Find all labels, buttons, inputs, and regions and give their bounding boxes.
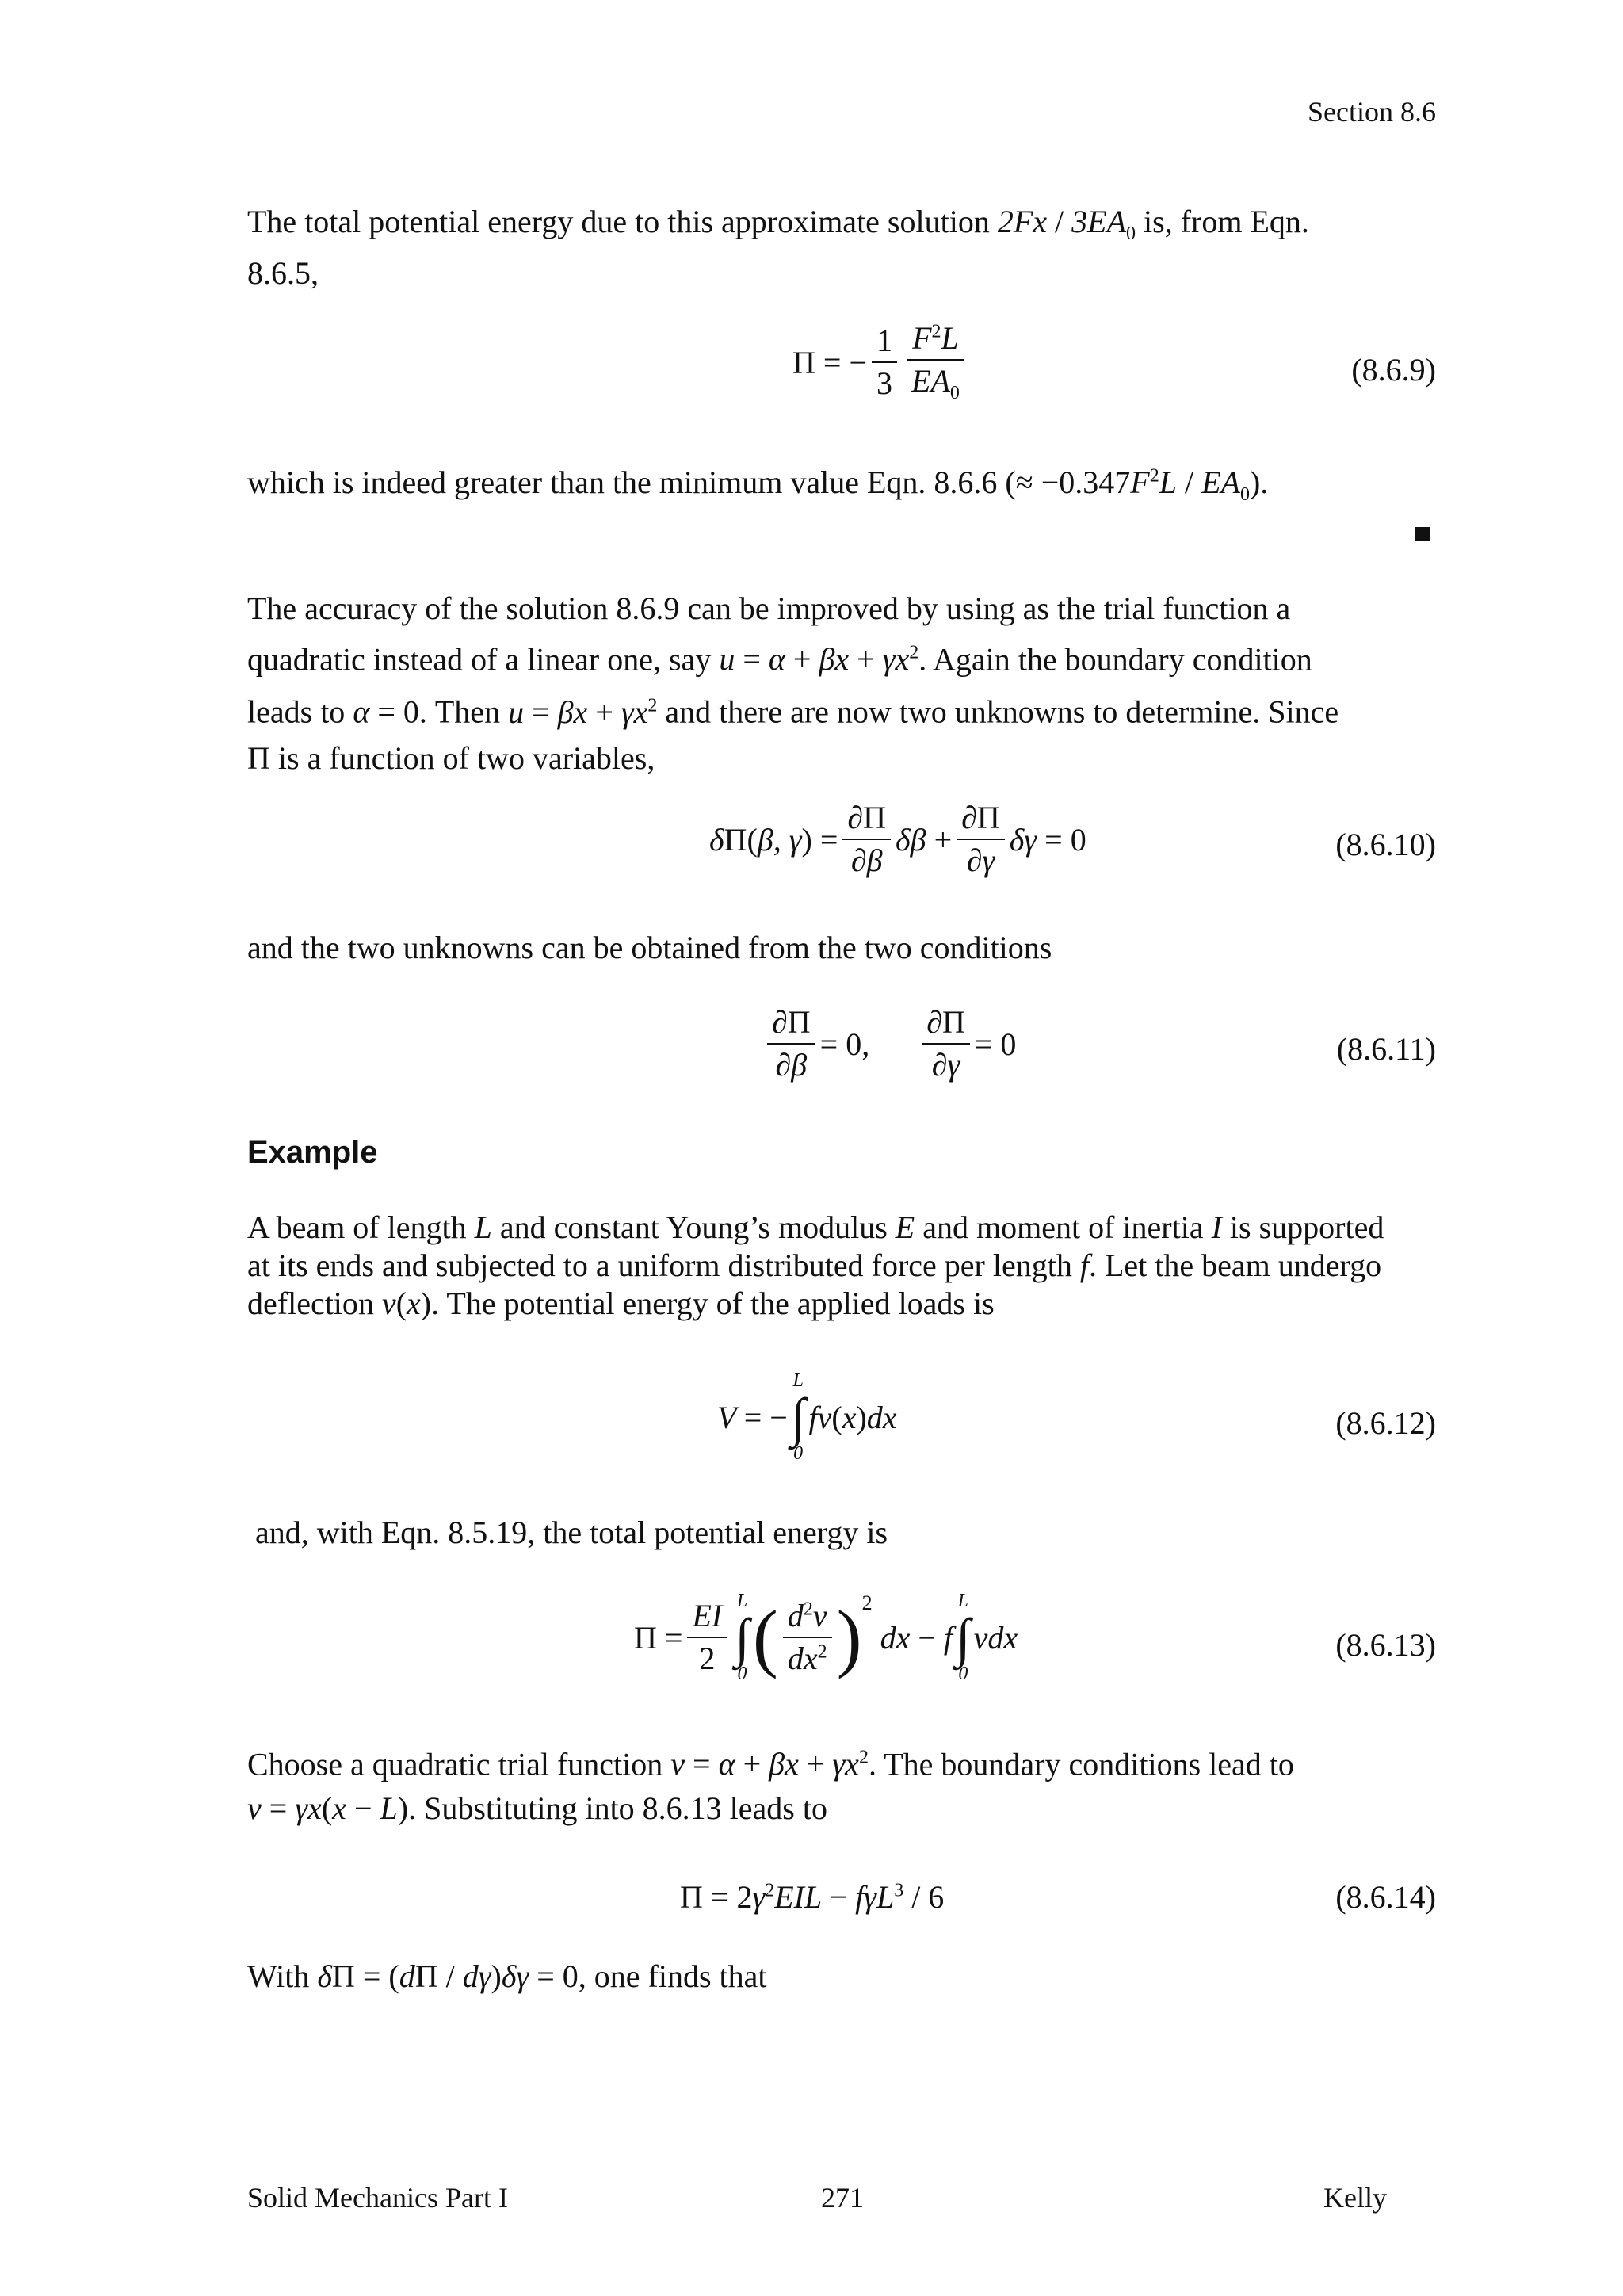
math-inline: $u = \alpha + \beta x + \gamma x^2$ xyxy=(719,641,919,678)
footer-page-number: 271 xyxy=(821,2182,864,2214)
equation-number: (8.6.9) xyxy=(1351,352,1436,388)
text: and, with Eqn. 8.5.19, the total potential energy is xyxy=(255,1515,888,1550)
footer-left: Solid Mechanics Part I xyxy=(247,2182,508,2214)
equation-8-6-10: δΠ(β, γ) = $\frac{\partial\Pi}{\partial\beta}$ δβ + $\frac{\partial\Pi}{\partial\gamma}$ δγ = 0 xyxy=(709,800,1086,878)
equation-8-6-12: V = − L ∫ 0 fv(x)dx xyxy=(717,1370,897,1464)
math-inline: I xyxy=(1211,1209,1222,1245)
footer-right: Kelly xyxy=(1323,2182,1387,2214)
paragraph-1 xyxy=(247,202,1436,293)
text: The total potential energy due to this approximate solution xyxy=(247,204,998,239)
text: is, from Eqn. xyxy=(1136,204,1309,239)
paragraph-5 xyxy=(247,1209,1436,1323)
equation-number: (8.6.14) xyxy=(1335,1879,1436,1915)
math-inline: δΠ = (dΠ / dγ)δγ = 0 xyxy=(317,1958,579,1994)
text: Choose a quadratic trial function xyxy=(247,1746,671,1782)
text: With xyxy=(247,1958,318,1994)
text: . Let the beam undergo xyxy=(1088,1247,1382,1283)
paragraph-7 xyxy=(247,1736,1436,1831)
math-inline: v = γx(x − L) xyxy=(247,1790,409,1827)
text: . The potential energy of the applied loads is xyxy=(431,1286,995,1321)
text: 8.6.5, xyxy=(247,255,319,291)
qed-square-icon xyxy=(1415,527,1430,541)
paragraph-2 xyxy=(247,464,1436,506)
text: is a function of two variables, xyxy=(269,739,655,776)
text: . Then xyxy=(418,693,509,730)
math-inline: f xyxy=(1079,1247,1089,1283)
equation-number: (8.6.11) xyxy=(1336,1031,1436,1067)
text: is supported xyxy=(1221,1209,1384,1245)
paragraph-3 xyxy=(247,586,1436,781)
math-inline: E xyxy=(895,1209,915,1245)
text: . Again the boundary condition xyxy=(918,641,1312,678)
equation-8-6-13: Π = $\frac{EI}{2}$ L ∫ 0 ( $\frac{d^2v}{dx^2}$ ) $^2$ dx − f L ∫ 0 vdx xyxy=(634,1591,1018,1684)
paragraph-8 xyxy=(247,1958,1436,1995)
math-inline: v(x) xyxy=(381,1286,432,1321)
math-inline: $v = \alpha + \beta x + \gamma x^2$ xyxy=(670,1746,869,1782)
paragraph-6 xyxy=(255,1514,1444,1551)
section-header: Section 8.6 xyxy=(1308,96,1436,128)
math-inline: $2Fx / 3EA_0$ xyxy=(997,204,1136,244)
text: , one finds that xyxy=(578,1958,767,1994)
text: The accuracy of the solution 8.6.9 can be improved by using as the trial function a xyxy=(247,590,1291,626)
equation-number: (8.6.13) xyxy=(1335,1627,1436,1663)
text: . The boundary conditions lead to xyxy=(868,1746,1294,1782)
equation-number: (8.6.12) xyxy=(1335,1405,1436,1441)
text: A beam of length xyxy=(247,1209,475,1245)
text: ). xyxy=(1249,464,1269,500)
text: and constant Young’s modulus xyxy=(491,1209,896,1245)
text: at its ends and subjected to a uniform distributed force per length xyxy=(247,1247,1080,1283)
text: and the two unknowns can be obtained from the two conditions xyxy=(247,930,1052,965)
text: leads to xyxy=(247,693,353,730)
math-inline: L xyxy=(474,1209,492,1245)
math-inline: Π xyxy=(247,739,270,776)
equation-8-6-14: $\Pi = 2\gamma^2EIL - f\gamma L^3 / 6$ xyxy=(680,1879,945,1915)
equation-8-6-11: $\frac{\partial\Pi}{\partial\beta}$ = 0, $\frac{\partial\Pi}{\partial\gamma}$ = 0 xyxy=(762,1005,1016,1083)
math-inline: ≈ $-0.347F^2L / EA_0$ xyxy=(1015,464,1250,505)
math-inline: α = 0 xyxy=(353,693,419,730)
text: quadratic instead of a linear one, say xyxy=(247,641,720,678)
text: which is indeed greater than the minimum value Eqn. 8.6.6 ( xyxy=(247,464,1016,500)
text: . Substituting into 8.6.13 leads to xyxy=(408,1790,827,1827)
text: and moment of inertia xyxy=(915,1209,1212,1245)
equation-number: (8.6.10) xyxy=(1335,827,1436,862)
text: deflection xyxy=(247,1286,382,1321)
math-inline: $u = \beta x + \gamma x^2$ xyxy=(508,693,658,730)
paragraph-4 xyxy=(247,929,1436,966)
example-heading: Example xyxy=(247,1135,378,1170)
equation-8-6-9: Π = − $\frac{1}{3}$ $\frac{F^2L}{EA_0}$ xyxy=(792,321,969,403)
text: and there are now two unknowns to determine. Since xyxy=(657,693,1339,730)
